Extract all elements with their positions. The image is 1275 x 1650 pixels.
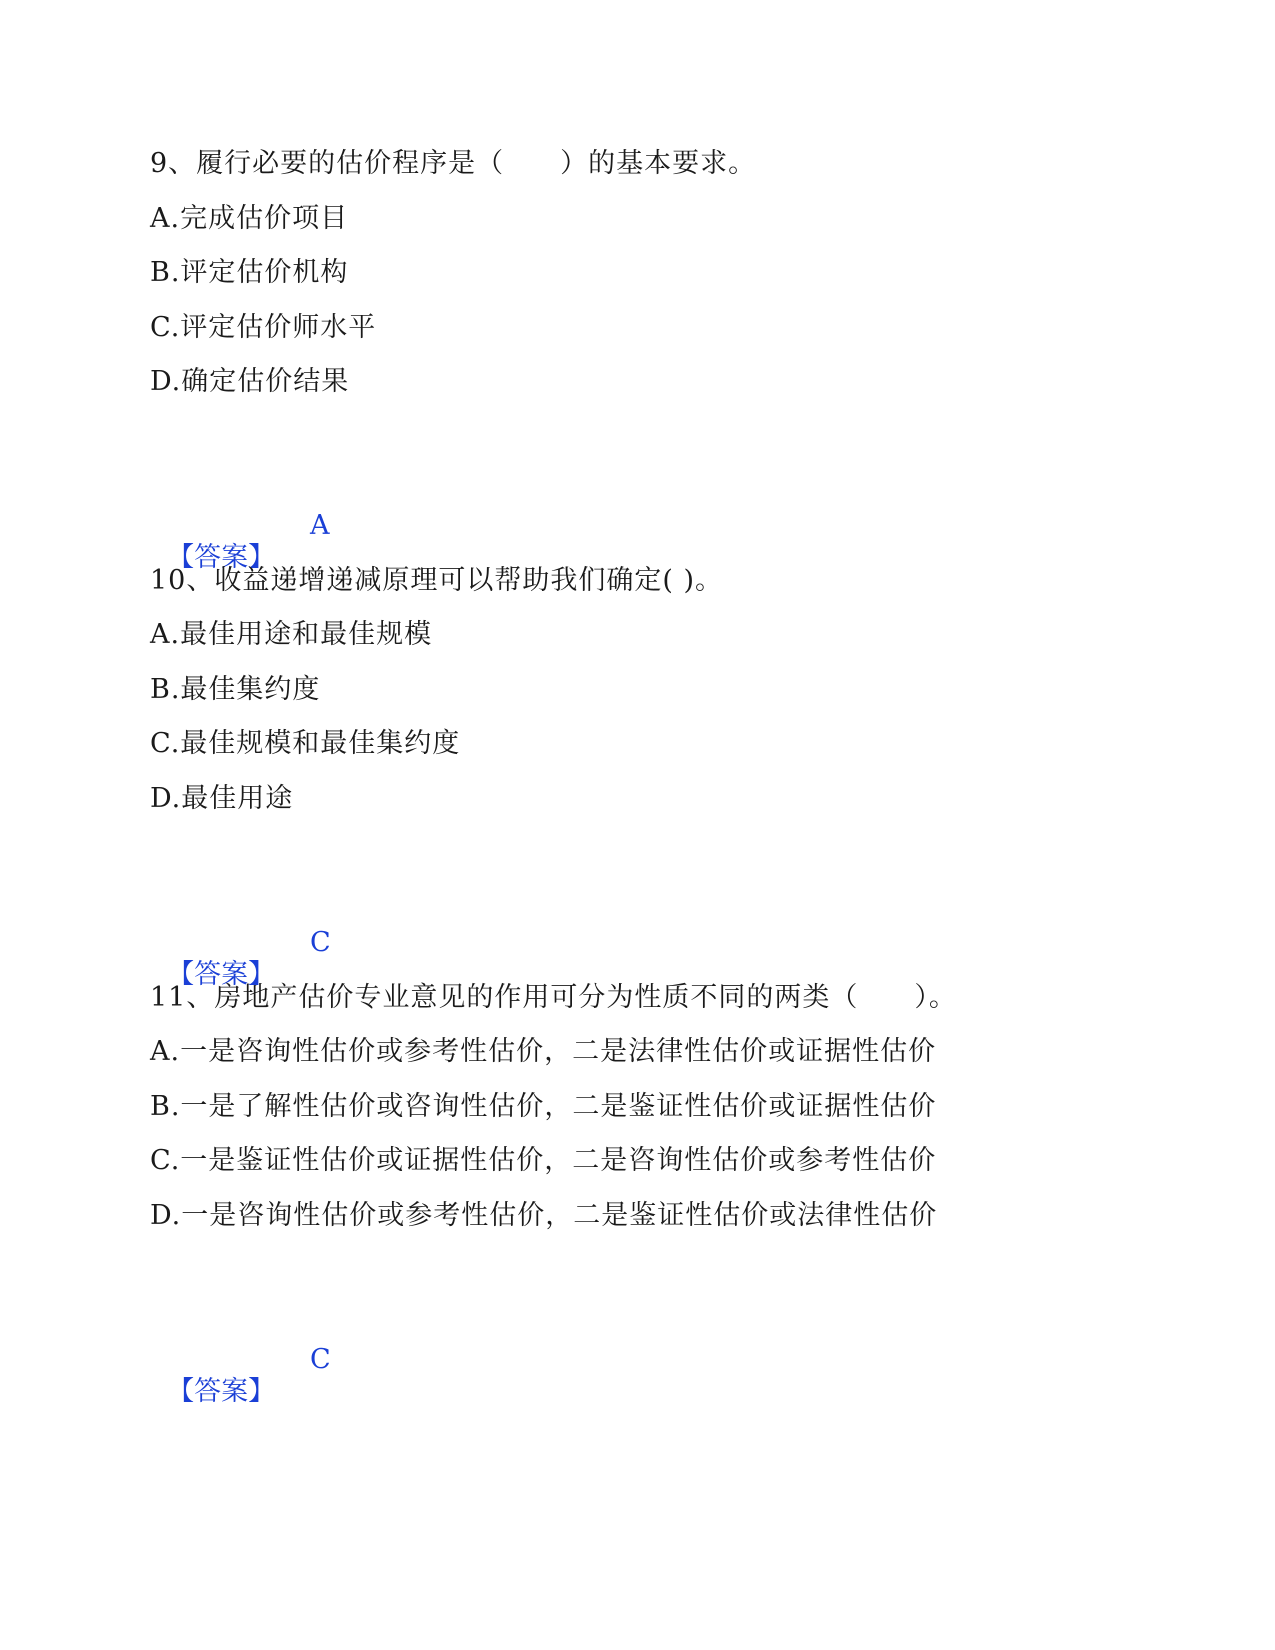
question-10-option-b: B.最佳集约度 [150,674,321,705]
question-11-stem: 11、房地产估价专业意见的作用可分为性质不同的两类（ ）。 [150,982,957,1013]
question-9-option-d: D.确定估价结果 [150,366,350,397]
question-10-stem: 10、收益递增递减原理可以帮助我们确定( )。 [150,565,724,596]
question-9-option-b: B.评定估价机构 [150,257,349,288]
answer-label: 【答案】 [167,1376,276,1407]
question-11-option-b: B.一是了解性估价或咨询性估价，二是鉴证性估价或证据性估价 [150,1091,937,1122]
question-9-option-a: A.完成估价项目 [150,203,349,234]
question-11-option-a: A.一是咨询性估价或参考性估价，二是法律性估价或证据性估价 [150,1036,937,1067]
question-10-option-d: D.最佳用途 [150,783,294,814]
answer-value: C [310,927,331,958]
answer-value: A [310,510,330,541]
question-10-option-a: A.最佳用途和最佳规模 [150,619,433,650]
question-10-option-c: C.最佳规模和最佳集约度 [150,728,461,759]
question-11-option-c: C.一是鉴证性估价或证据性估价，二是咨询性估价或参考性估价 [150,1145,937,1176]
question-11-option-d: D.一是咨询性估价或参考性估价，二是鉴证性估价或法律性估价 [150,1200,938,1231]
question-11-answer [150,1344,331,1440]
answer-value: C [310,1344,331,1375]
question-9-stem: 9、履行必要的估价程序是（ ）的基本要求。 [150,148,757,179]
question-9-option-c: C.评定估价师水平 [150,312,377,343]
answer-label: 【答案】 [167,959,276,990]
answer-label: 【答案】 [167,542,276,573]
